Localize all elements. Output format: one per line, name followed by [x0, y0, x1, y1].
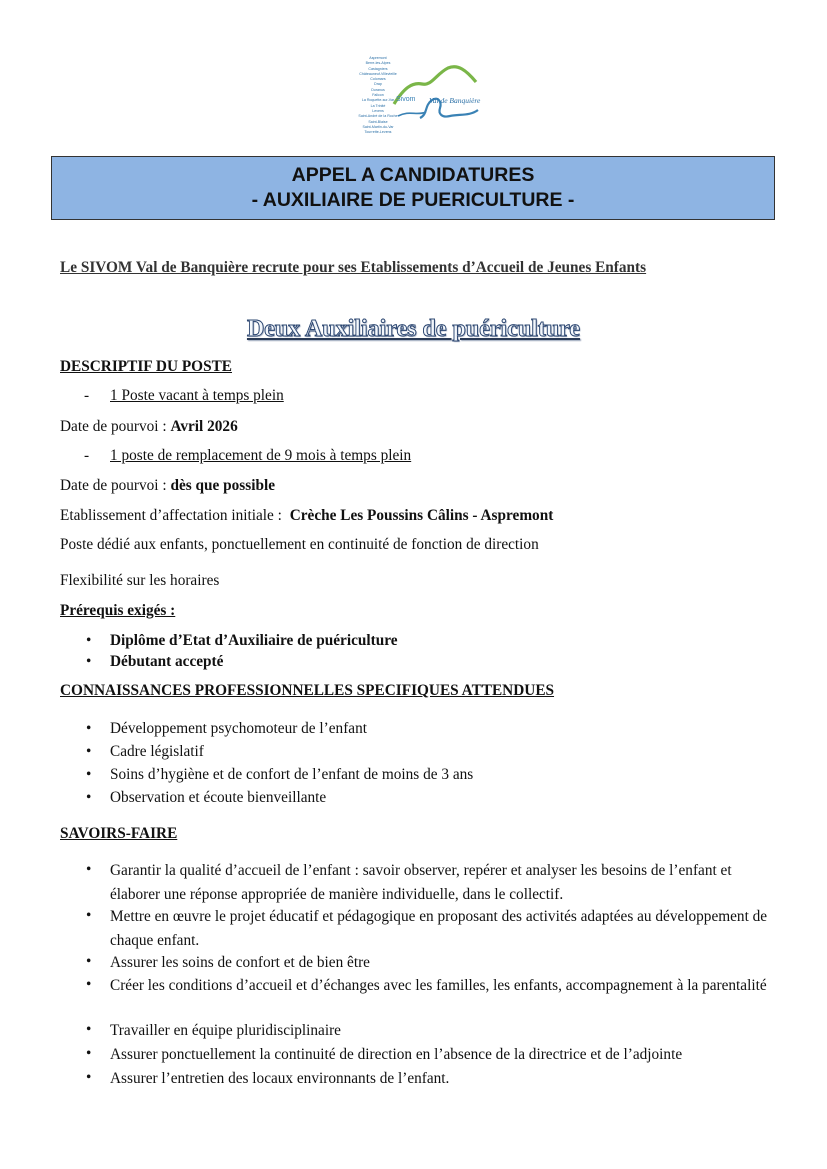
poste-dedie: Poste dédié aux enfants, ponctuellement en continuité de fonction de direction [60, 536, 539, 553]
logo-hills-icon [390, 60, 482, 124]
title-line-2: - AUXILIAIRE DE PUERICULTURE - [251, 189, 575, 211]
dash-marker: - [84, 447, 90, 464]
bullet: • [86, 720, 92, 737]
bullet: • [86, 1045, 92, 1062]
date-pourvoi-2 [60, 477, 275, 495]
bullet: • [86, 976, 92, 993]
post-2: 1 poste de remplacement de 9 mois à temps plein [110, 447, 412, 464]
logo-town-list: Aspremont Berre-les-Alpes Castagniers Châteauneuf-Villevieille Colomars Drap Duranus Falicon La Roquette-sur-Var La Trinité Levens Saint-André de la Roche Saint-Blaise Saint-Martin-du-Var Tourrette-Levens [358, 56, 398, 135]
date-value: dès que possible [170, 477, 276, 494]
savoir-item: Assurer les soins de confort et de bien être [110, 954, 370, 971]
savoir-item: Travailler en équipe pluridisciplinaire [110, 1022, 341, 1039]
dash-marker: - [84, 387, 90, 404]
bullet: • [86, 953, 92, 970]
savoir-item: Garantir la qualité d’accueil de l’enfant : savoir observer, repérer et analyser les besoins de l’enfant et élaborer une réponse appropriée de manière individuelle, dans le collectif. [110, 862, 732, 903]
title-banner [51, 156, 775, 220]
etablissement [60, 507, 553, 525]
etablissement-label: Etablissement d’affectation initiale : [60, 507, 286, 524]
savoir-item: Créer les conditions d’accueil et d’échanges avec les familles, les enfants, accompagnement à la parentalité [110, 977, 767, 994]
bullet: • [86, 861, 92, 878]
bullet: • [86, 789, 92, 806]
heading-prerequis: Prérequis exigés : [60, 602, 176, 619]
bullet: • [86, 1021, 92, 1038]
logo-word-sivom: Sivom [396, 96, 416, 103]
etablissement-value: Crèche Les Poussins Câlins - Aspremont [289, 507, 554, 524]
prerequis-item: Débutant accepté [110, 653, 224, 670]
savoir-item: Assurer ponctuellement la continuité de direction en l’absence de la directrice et de l’adjointe [110, 1046, 683, 1063]
sivom-logo [352, 52, 482, 135]
bullet: • [86, 766, 92, 783]
heading-descriptif: DESCRIPTIF DU POSTE [60, 358, 232, 375]
bullet: • [86, 1069, 92, 1086]
bullet: • [86, 632, 92, 649]
date-value: Avril 2026 [170, 418, 238, 435]
connaissance-item: Développement psychomoteur de l’enfant [110, 720, 367, 737]
bullet: • [86, 743, 92, 760]
connaissance-item: Observation et écoute bienveillante [110, 789, 327, 806]
connaissance-item: Cadre législatif [110, 743, 204, 760]
heading-connaissances: CONNAISSANCES PROFESSIONNELLES SPECIFIQUES ATTENDUES [60, 682, 555, 699]
connaissance-item: Soins d’hygiène et de confort de l’enfant de moins de 3 ans [110, 766, 474, 783]
prerequis-item: Diplôme d’Etat d’Auxiliaire de puériculture [110, 632, 398, 649]
bullet: • [86, 907, 92, 924]
subtitle: Deux Auxiliaires de puériculture [246, 316, 581, 342]
date-label: Date de pourvoi : [60, 477, 171, 494]
post-1: 1 Poste vacant à temps plein [110, 387, 284, 404]
savoir-item: Assurer l’entretien des locaux environnants de l’enfant. [110, 1070, 450, 1087]
bullet: • [86, 653, 92, 670]
heading-savoirs: SAVOIRS-FAIRE [60, 825, 178, 842]
date-label: Date de pourvoi : [60, 418, 171, 435]
intro-text: Le SIVOM Val de Banquière recrute pour ses Etablissements d’Accueil de Jeunes Enfants [60, 259, 647, 276]
title-line-1: APPEL A CANDIDATURES [291, 164, 535, 186]
savoir-item: Mettre en œuvre le projet éducatif et pédagogique en proposant des activités adaptées au développement de chaque enfant. [110, 908, 768, 949]
flexibilite: Flexibilité sur les horaires [60, 572, 220, 589]
logo-word-val: Val de Banquière [429, 96, 481, 105]
date-pourvoi-1 [60, 418, 238, 436]
